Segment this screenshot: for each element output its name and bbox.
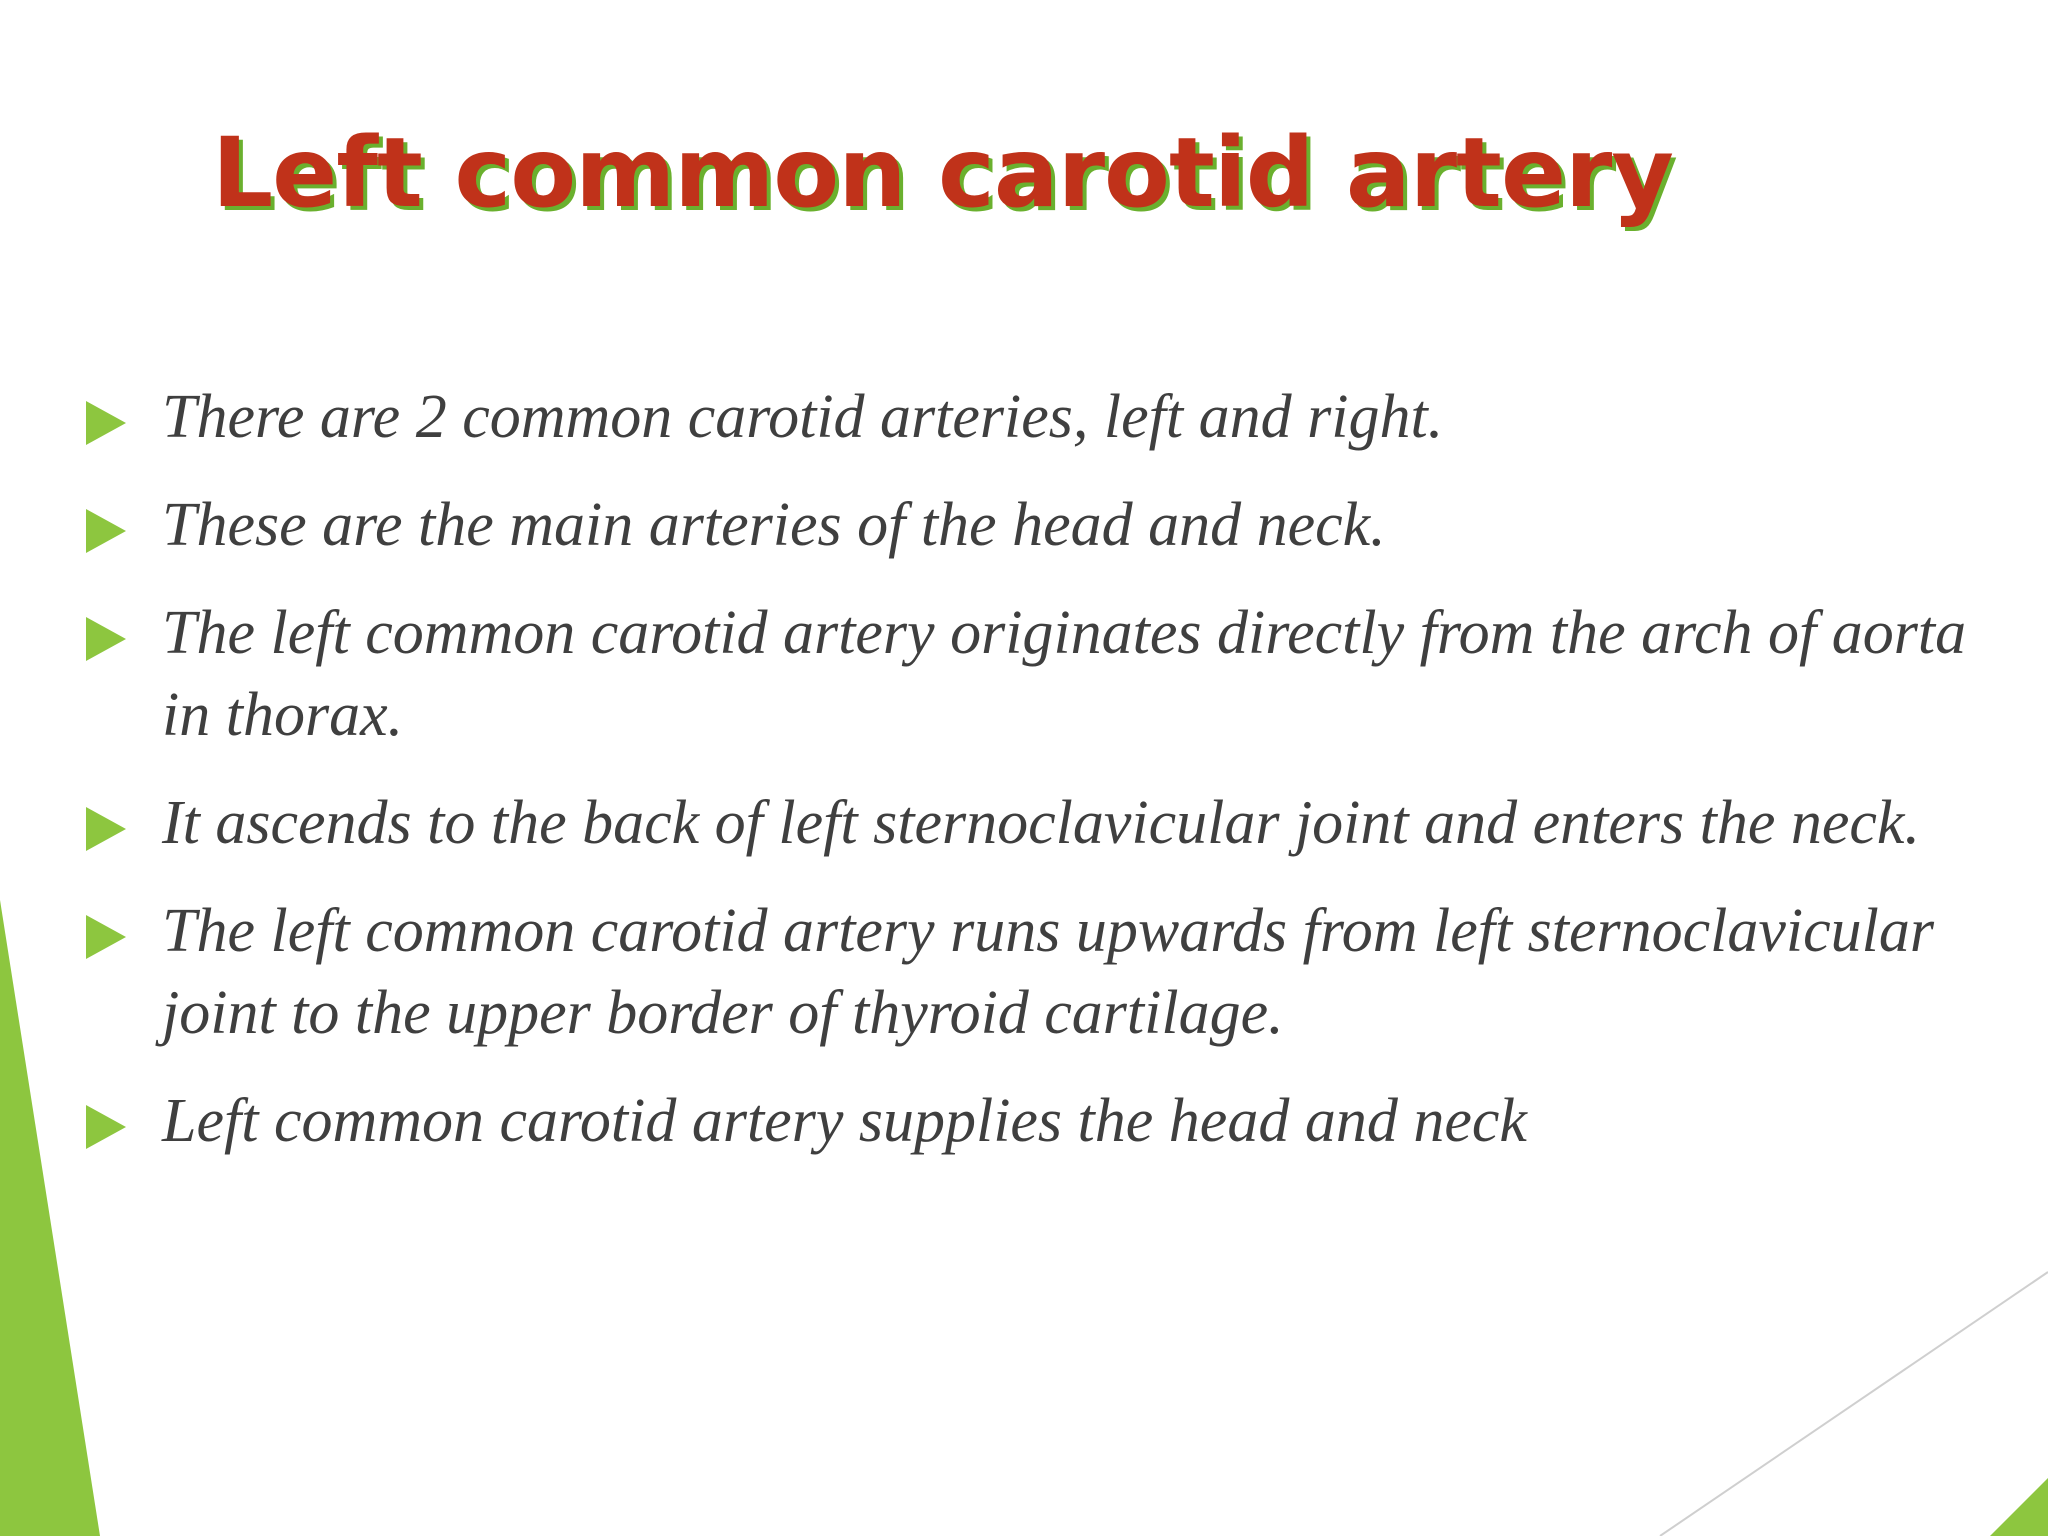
corner-accent-shape	[1990, 1478, 2048, 1536]
bullet-text: The left common carotid artery runs upwards from left sternoclavicular joint to the upper border of thyroid cartilage.	[162, 897, 1935, 1047]
corner-line	[1660, 1272, 2048, 1536]
bullet-list	[84, 376, 1984, 1188]
bullet-text: The left common carotid artery originates directly from the arch of aorta in thorax.	[162, 599, 1967, 749]
bullet-text: It ascends to the back of left sternoclavicular joint and enters the neck.	[162, 789, 1920, 857]
bullet-item	[84, 1080, 1984, 1162]
triangle-right-icon	[86, 617, 126, 661]
bullet-text: There are 2 common carotid arteries, left and right.	[162, 383, 1444, 451]
triangle-right-icon	[86, 1105, 126, 1149]
bullet-item	[84, 376, 1984, 458]
bullet-text: These are the main arteries of the head and neck.	[162, 491, 1386, 559]
bullet-item	[84, 782, 1984, 864]
bullet-text: Left common carotid artery supplies the head and neck	[162, 1087, 1527, 1155]
bullet-item	[84, 890, 1984, 1054]
triangle-right-icon	[86, 915, 126, 959]
bullet-item	[84, 592, 1984, 756]
bullet-item	[84, 484, 1984, 566]
triangle-right-icon	[86, 807, 126, 851]
triangle-right-icon	[86, 509, 126, 553]
slide-title: Left common carotid artery	[212, 117, 1673, 229]
triangle-right-icon	[86, 401, 126, 445]
